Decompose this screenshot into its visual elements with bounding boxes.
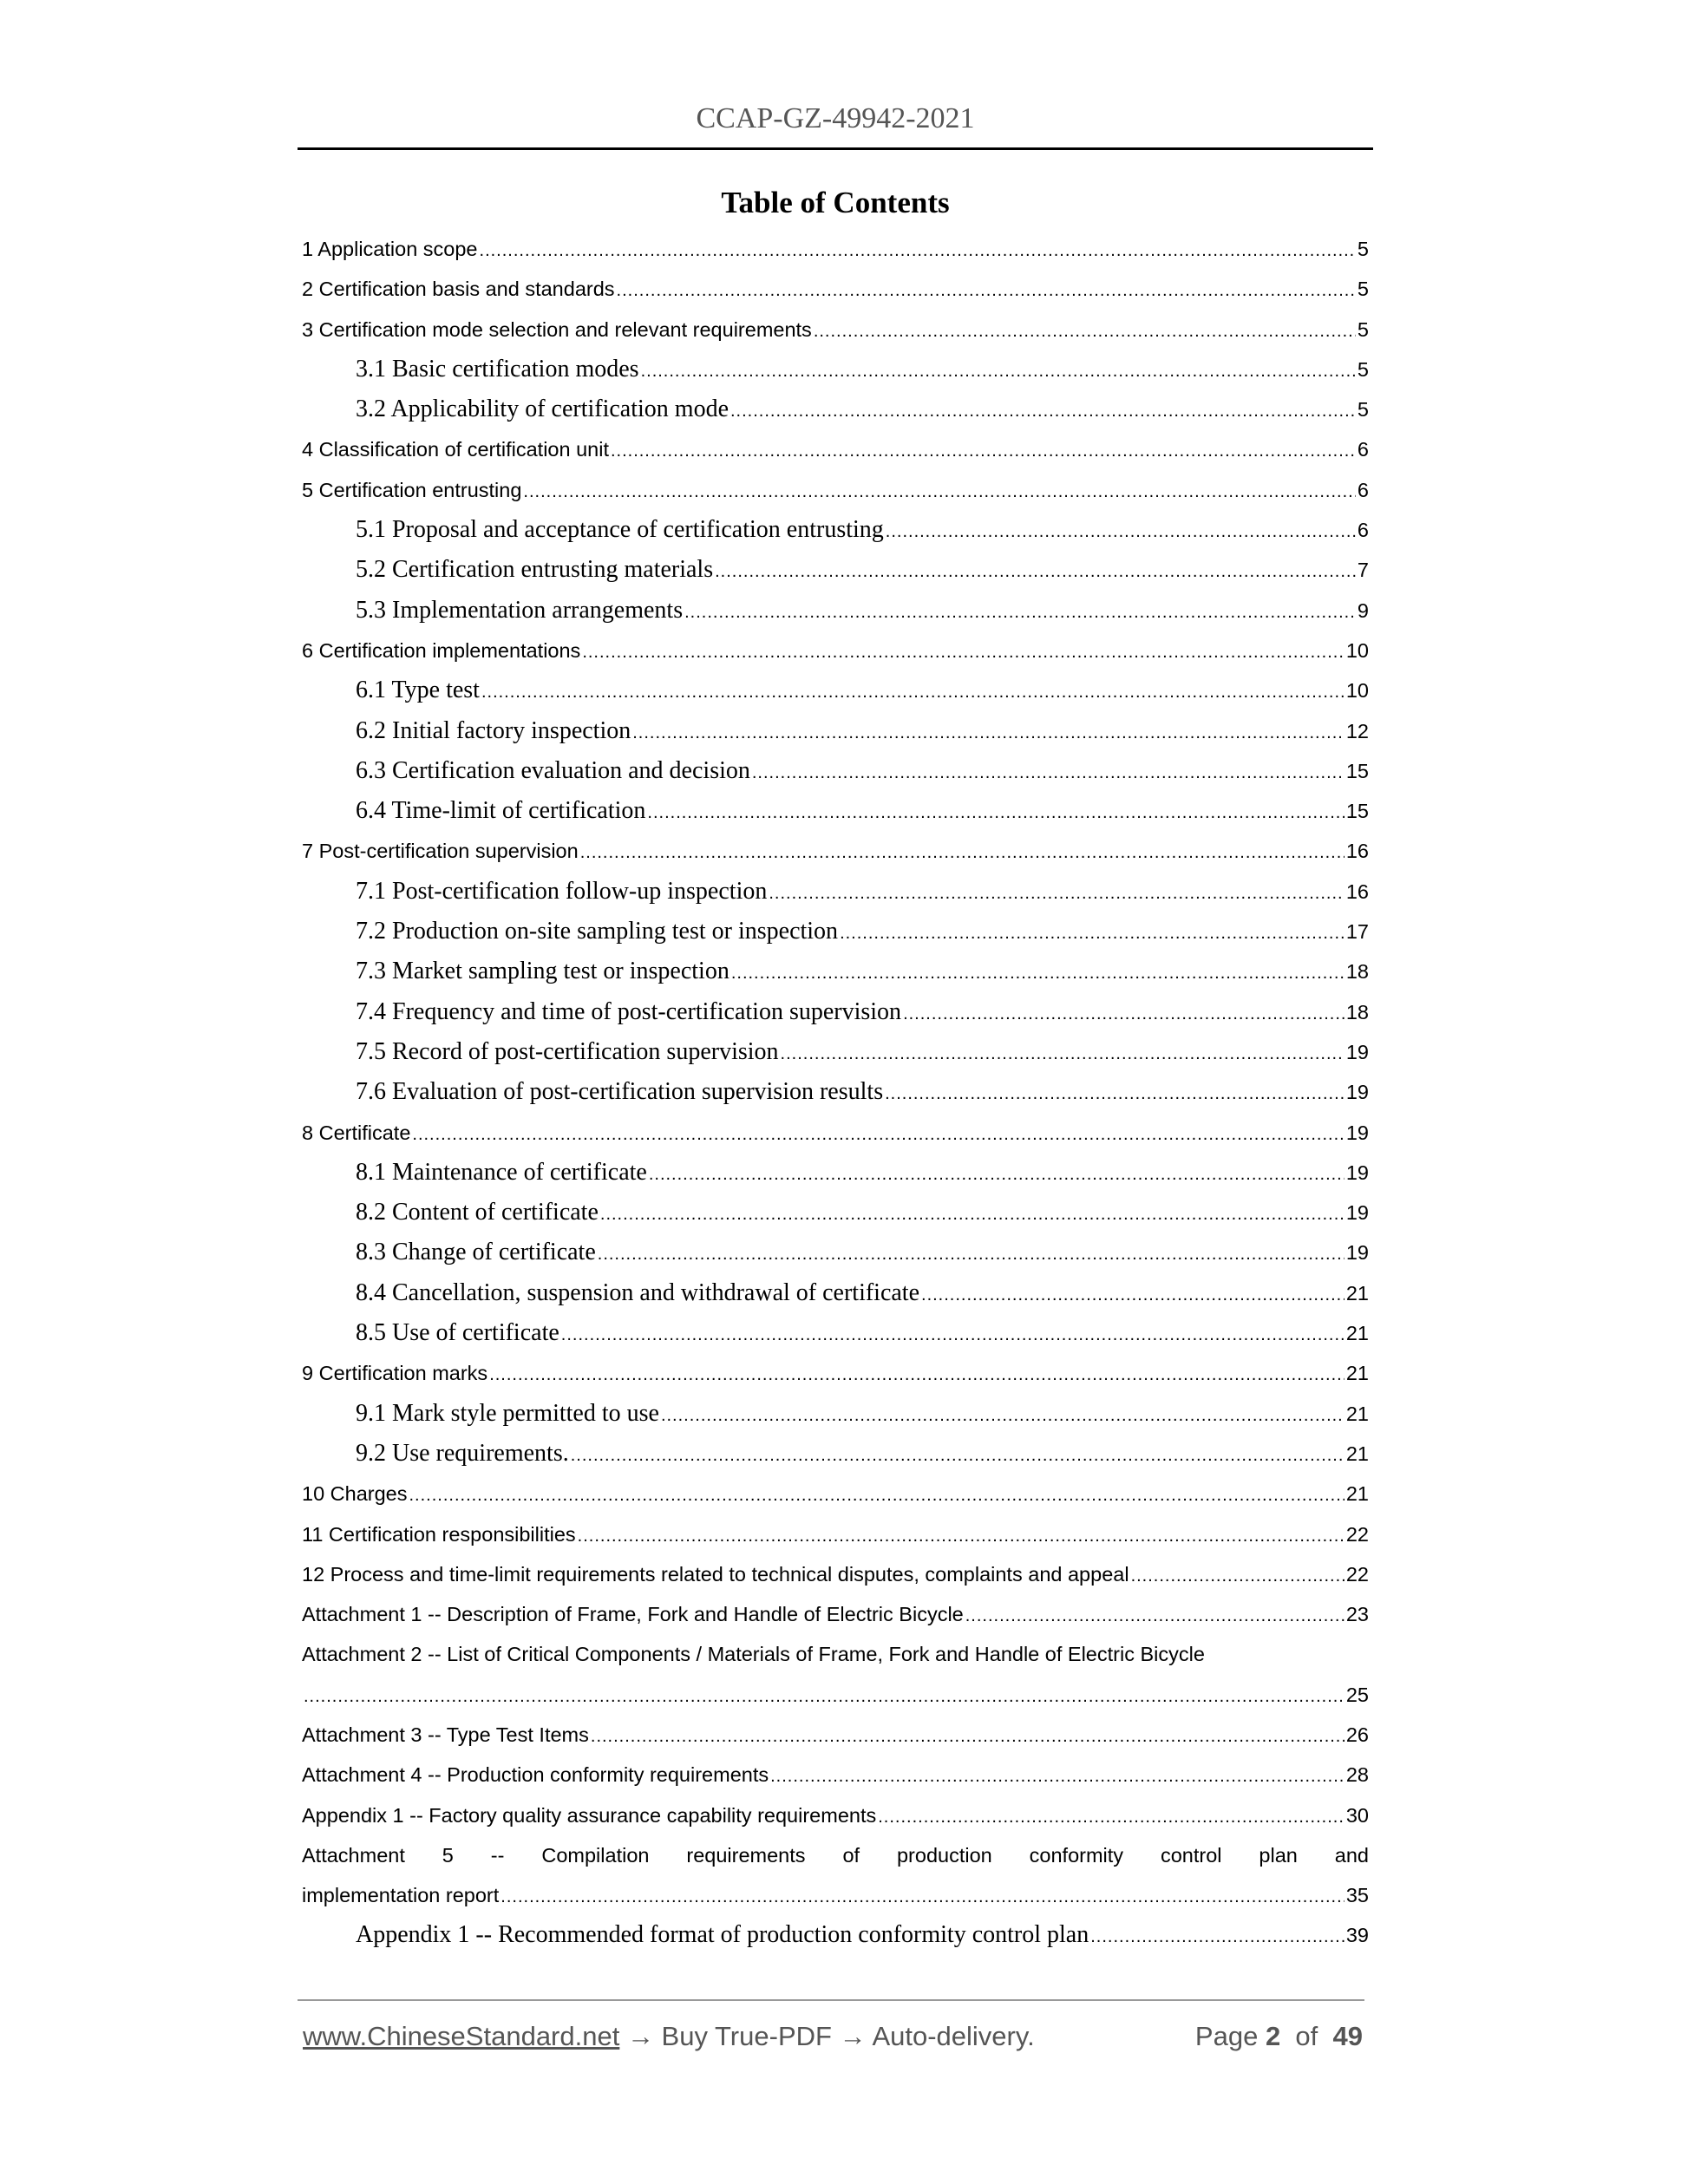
toc-entry-page: 19: [1345, 1081, 1369, 1104]
toc-entry-page: 30: [1345, 1803, 1369, 1827]
toc-entry-text: 9 Certification marks: [302, 1362, 488, 1385]
toc-entry-attachment-5-line2[interactable]: [302, 1875, 1369, 1915]
toc-entry-text: 8.5 Use of certificate: [356, 1319, 559, 1347]
toc-entry[interactable]: [302, 1273, 1369, 1313]
toc-entry[interactable]: [302, 951, 1369, 991]
dot-leader: [480, 231, 1356, 271]
toc-entry-page: 17: [1345, 920, 1369, 944]
toc-entry-text: 8.2 Content of certificate: [356, 1199, 599, 1226]
dot-leader: [730, 391, 1356, 431]
toc-entry-page: 5: [1357, 317, 1369, 341]
dot-leader: [715, 552, 1356, 592]
toc-entry-page: 25: [1345, 1683, 1369, 1706]
dot-leader: [840, 913, 1345, 953]
dot-leader: [409, 1475, 1345, 1515]
dot-leader: [965, 1596, 1345, 1636]
toc-entry[interactable]: [302, 1915, 1369, 1955]
dot-leader: [578, 1516, 1345, 1556]
dot-leader: [582, 632, 1345, 672]
toc-entry[interactable]: [302, 1233, 1369, 1272]
toc-entry-text: 8.3 Change of certificate: [356, 1239, 596, 1266]
dot-leader: [814, 311, 1356, 351]
toc-entry[interactable]: [302, 1474, 1369, 1514]
toc-entry-page: 6: [1357, 438, 1369, 461]
toc-entry-text: 6.4 Time-limit of certification: [356, 797, 646, 825]
toc-entry[interactable]: [302, 872, 1369, 912]
footer-rule: [298, 1999, 1364, 2001]
toc-entry-page: 23: [1345, 1603, 1369, 1626]
toc-entry-page: 19: [1345, 1201, 1369, 1225]
toc-entry-text: 7 Post-certification supervision: [302, 840, 579, 863]
toc-entry-text: 1 Application scope: [302, 238, 478, 260]
toc-entry[interactable]: [302, 751, 1369, 791]
toc-entry-text: 7.6 Evaluation of post-certification supervision results: [356, 1078, 884, 1106]
toc-entry-page: 16: [1345, 840, 1369, 863]
toc-entry-page: 35: [1345, 1884, 1369, 1907]
dot-leader: [770, 1756, 1345, 1796]
toc-entry[interactable]: [302, 1434, 1369, 1474]
toc-entry-text: implementation report: [302, 1884, 500, 1907]
toc-entry[interactable]: [302, 1032, 1369, 1072]
toc-entry-page: 39: [1345, 1924, 1369, 1947]
toc-entry[interactable]: [302, 310, 1369, 350]
toc-entry[interactable]: [302, 550, 1369, 590]
toc-entry[interactable]: [302, 350, 1369, 389]
toc-entry-page: 7: [1357, 559, 1369, 582]
toc-entry-text: Attachment 4 -- Production conformity requirements: [302, 1763, 769, 1787]
dot-leader: [304, 1677, 1345, 1716]
dot-leader: [617, 271, 1356, 311]
toc-entry-text: 7.2 Production on-site sampling test or inspection: [356, 918, 839, 945]
toc-entry[interactable]: [302, 631, 1369, 670]
toc-entry-page: 21: [1345, 1322, 1369, 1345]
page-indicator: [1195, 2021, 1363, 2052]
toc-entry[interactable]: [302, 1795, 1369, 1835]
toc-entry-text: 3.1 Basic certification modes: [356, 355, 639, 383]
toc-entry-text: 3 Certification mode selection and relevant requirements: [302, 317, 812, 341]
dot-leader: [481, 672, 1345, 712]
page-of: of: [1295, 2021, 1318, 2051]
toc-entry[interactable]: [302, 912, 1369, 951]
toc-entry-text: 8 Certificate: [302, 1121, 411, 1144]
toc-entry-text: 12 Process and time-limit requirements related to technical disputes, complaints and appeal: [302, 1562, 1129, 1586]
toc-entry[interactable]: [302, 1715, 1369, 1755]
toc-entry-text: 11 Certification responsibilities: [302, 1522, 576, 1546]
toc-entry-text: 7.4 Frequency and time of post-certification supervision: [356, 997, 902, 1025]
dot-leader: [641, 351, 1356, 391]
toc-entry-page: 9: [1357, 598, 1369, 622]
toc-entry-page: 21: [1345, 1402, 1369, 1425]
toc-entry-attachment-2-line2[interactable]: [302, 1675, 1369, 1715]
toc-entry-text: 2 Certification basis and standards: [302, 278, 615, 301]
dot-leader: [921, 1275, 1345, 1315]
toc-entry[interactable]: [302, 389, 1369, 429]
dot-leader: [632, 713, 1345, 753]
dot-leader: [598, 1234, 1345, 1274]
toc-entry-text: Attachment 1 -- Description of Frame, Fork and Handle of Electric Bicycle: [302, 1603, 964, 1626]
toc-entry-text: 6 Certification implementations: [302, 638, 581, 662]
footer-promo: [303, 2021, 1035, 2052]
toc-entry-text: 5.2 Certification entrusting materials: [356, 556, 714, 584]
toc-entry-page: 21: [1345, 1442, 1369, 1465]
toc-entry-page: 6: [1357, 478, 1369, 501]
toc-entry-page: 15: [1345, 759, 1369, 782]
toc-entry-page: 12: [1345, 719, 1369, 742]
toc-entry-page: 16: [1345, 879, 1369, 903]
toc-entry-page: 5: [1357, 398, 1369, 422]
dot-leader: [1131, 1556, 1345, 1596]
toc-entry-text: 9.2 Use requirements.: [356, 1439, 569, 1467]
toc-entry[interactable]: [302, 429, 1369, 469]
footer-promo-text: → Buy True-PDF → Auto-delivery.: [619, 2021, 1035, 2051]
dot-leader: [878, 1797, 1345, 1837]
toc-entry-text: Attachment 3 -- Type Test Items: [302, 1723, 589, 1746]
dot-leader: [571, 1435, 1345, 1475]
toc-entry-text: 7.1 Post-certification follow-up inspection: [356, 877, 768, 905]
toc-entry[interactable]: [302, 1514, 1369, 1554]
toc-entry-page: 19: [1345, 1121, 1369, 1144]
toc-entry-text: Appendix 1 -- Factory quality assurance capability requirements: [302, 1803, 877, 1827]
dot-leader: [684, 592, 1356, 632]
toc-entry[interactable]: [302, 1755, 1369, 1795]
toc-entry[interactable]: [302, 791, 1369, 831]
toc-entry-page: 5: [1357, 278, 1369, 301]
toc-entry-page: 19: [1345, 1040, 1369, 1063]
dot-leader: [412, 1115, 1344, 1154]
toc-entry[interactable]: [302, 711, 1369, 751]
toc-entry[interactable]: [302, 1394, 1369, 1434]
toc-entry[interactable]: [302, 1353, 1369, 1393]
toc-entry-page: 18: [1345, 1000, 1369, 1023]
toc-entry[interactable]: [302, 1313, 1369, 1353]
toc-entry[interactable]: [302, 510, 1369, 550]
toc-entry-text: 9.1 Mark style permitted to use: [356, 1399, 659, 1427]
page-title: Table of Contents: [721, 186, 950, 219]
toc-entry-page: 5: [1357, 238, 1369, 260]
table-of-contents: [302, 229, 1369, 1956]
dot-leader: [886, 512, 1356, 552]
toc-entry-text: 6.3 Certification evaluation and decision: [356, 756, 750, 784]
dot-leader: [647, 793, 1344, 833]
toc-entry-page: 15: [1345, 800, 1369, 823]
toc-entry-text: 6.1 Type test: [356, 677, 480, 704]
dot-leader: [649, 1154, 1345, 1194]
toc-entry[interactable]: [302, 269, 1369, 309]
toc-entry[interactable]: [302, 1554, 1369, 1594]
toc-entry-page: 18: [1345, 960, 1369, 984]
page-label: Page: [1194, 2021, 1259, 2051]
toc-entry[interactable]: [302, 1113, 1369, 1153]
dot-leader: [731, 953, 1345, 993]
toc-entry[interactable]: [302, 992, 1369, 1032]
dot-leader: [781, 1034, 1345, 1074]
toc-entry[interactable]: [302, 1072, 1369, 1112]
toc-entry-text: 8.4 Cancellation, suspension and withdrawal of certificate: [356, 1278, 920, 1306]
dot-leader: [600, 1194, 1345, 1234]
dot-leader: [752, 753, 1345, 793]
toc-entry-page: 26: [1345, 1723, 1369, 1746]
toc-entry-text: 4 Classification of certification unit: [302, 438, 609, 461]
toc-entry-page: 10: [1345, 638, 1369, 662]
dot-leader: [591, 1716, 1345, 1756]
toc-entry-page: 10: [1345, 679, 1369, 703]
toc-entry-page: 21: [1345, 1281, 1369, 1305]
page-current: 2: [1265, 2021, 1281, 2051]
toc-entry-page: 19: [1345, 1241, 1369, 1265]
dot-leader: [903, 994, 1345, 1034]
toc-entry-text: 5.3 Implementation arrangements: [356, 596, 684, 624]
document-id-header: CCAP-GZ-49942-2021: [696, 102, 975, 134]
header-rule: [298, 147, 1373, 150]
toc-entry-page: 28: [1345, 1763, 1369, 1787]
dot-leader: [885, 1074, 1345, 1114]
toc-entry-page: 22: [1345, 1522, 1369, 1546]
toc-entry-text: 3.2 Applicability of certification mode: [356, 396, 729, 423]
toc-entry-page: 22: [1345, 1562, 1369, 1586]
toc-entry-text: 7.3 Market sampling test or inspection: [356, 958, 730, 985]
dot-leader: [561, 1315, 1345, 1355]
toc-entry-page: 6: [1357, 519, 1369, 542]
toc-entry[interactable]: [302, 1193, 1369, 1233]
toc-entry-text: 10 Charges: [302, 1482, 408, 1506]
dot-leader: [523, 472, 1356, 512]
toc-entry-attachment-5-line1[interactable]: Attachment 5 -- Compilation requirements of production conformity control plan and: [302, 1843, 1369, 1867]
toc-entry[interactable]: [302, 831, 1369, 871]
dot-leader: [1090, 1917, 1345, 1957]
footer: [303, 2021, 1363, 2052]
toc-entry[interactable]: [302, 229, 1369, 269]
toc-entry[interactable]: [302, 1594, 1369, 1634]
toc-entry-text: 5.1 Proposal and acceptance of certification entrusting: [356, 516, 884, 544]
toc-entry-page: 21: [1345, 1482, 1369, 1506]
toc-entry-text: 5 Certification entrusting: [302, 478, 522, 501]
toc-entry[interactable]: [302, 591, 1369, 631]
toc-entry-page: 19: [1345, 1161, 1369, 1184]
toc-entry-page: 5: [1357, 357, 1369, 381]
toc-entry-text: Appendix 1 -- Recommended format of production conformity control plan: [356, 1921, 1089, 1949]
dot-leader: [769, 873, 1345, 913]
toc-entry-text: 7.5 Record of post-certification supervision: [356, 1037, 779, 1065]
toc-entry[interactable]: [302, 1153, 1369, 1193]
dot-leader: [489, 1355, 1345, 1395]
toc-entry[interactable]: [302, 670, 1369, 710]
page-total: 49: [1332, 2021, 1363, 2051]
toc-entry-page: 21: [1345, 1362, 1369, 1385]
dot-leader: [501, 1877, 1345, 1917]
dot-leader: [661, 1396, 1345, 1435]
website-link[interactable]: www.ChineseStandard.net: [303, 2021, 620, 2051]
toc-entry-text: 6.2 Initial factory inspection: [356, 716, 631, 744]
dot-leader: [580, 833, 1345, 873]
dot-leader: [611, 431, 1356, 471]
toc-entry-attachment-2-line1[interactable]: Attachment 2 -- List of Critical Components / Materials of Frame, Fork and Handle of Electric Bicycle: [302, 1643, 1205, 1666]
toc-entry-text: 8.1 Maintenance of certificate: [356, 1158, 647, 1186]
toc-entry[interactable]: [302, 470, 1369, 510]
